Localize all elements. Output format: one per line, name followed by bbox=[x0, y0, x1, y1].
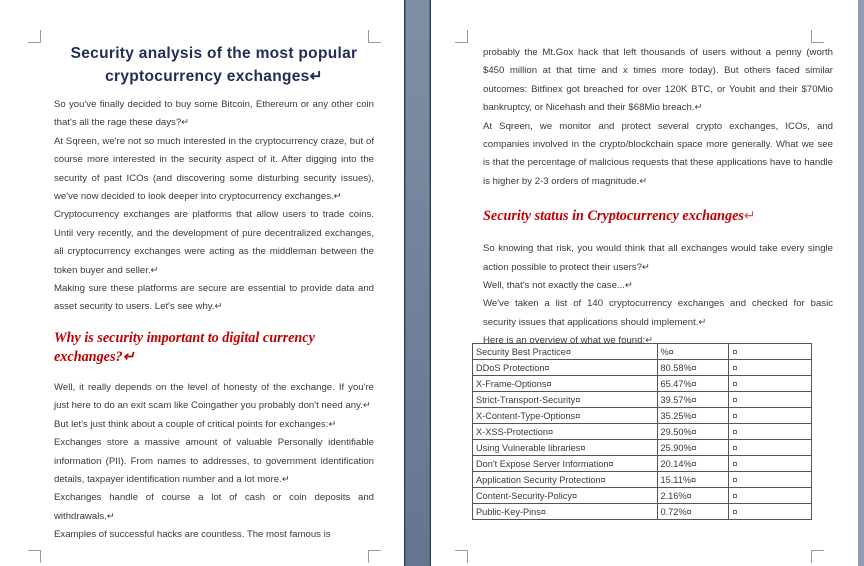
crop-mark-top-left bbox=[455, 30, 468, 43]
practice-cell[interactable]: Using Vulnerable libraries¤ bbox=[473, 440, 658, 456]
monitoring-paragraph: At Sqreen, we monitor and protect several crypto exchanges, ICOs, and companies involved in the crypto/blockchain space more generally. What we see is that the percentage of malicious requests that these applications have to handle is higher by 2-3 orders of magnitude.↵ bbox=[483, 120, 833, 187]
table-row bbox=[473, 504, 812, 520]
heading-text: Security status in Cryptocurrency exchanges bbox=[483, 208, 744, 225]
empty-cell[interactable]: ¤ bbox=[729, 472, 812, 488]
exchanges-definition-paragraph: Cryptocurrency exchanges are platforms that allow users to trade coins. Until very recently, and the development of pure decentralized exchanges, all cryptocurrency exchanges were acting as the middleman between the token buyer and seller.↵ bbox=[54, 209, 374, 276]
crop-mark-bottom-right bbox=[368, 550, 381, 563]
percent-cell[interactable]: 80.58%¤ bbox=[657, 360, 729, 376]
table-row bbox=[473, 408, 812, 424]
not-the-case-paragraph: Well, that's not exactly the case...↵ bbox=[483, 280, 633, 292]
percent-cell[interactable]: 35.25%¤ bbox=[657, 408, 729, 424]
practice-cell[interactable]: X-Content-Type-Options¤ bbox=[473, 408, 658, 424]
practice-cell[interactable]: DDoS Protection¤ bbox=[473, 360, 658, 376]
percent-cell[interactable]: 39.57%¤ bbox=[657, 392, 729, 408]
deposits-paragraph: Exchanges handle of course a lot of cash or coin deposits and withdrawals.↵ bbox=[54, 492, 374, 522]
right-page-content bbox=[483, 44, 833, 351]
crop-mark-bottom-left bbox=[28, 550, 41, 563]
document-title: Security analysis of the most popular cryptocurrency exchanges↵ bbox=[70, 45, 358, 85]
crop-mark-bottom-left bbox=[455, 550, 468, 563]
security-practices-table[interactable] bbox=[472, 343, 812, 520]
table-row bbox=[473, 440, 812, 456]
practice-cell[interactable]: X-Frame-Options¤ bbox=[473, 376, 658, 392]
honesty-paragraph: Well, it really depends on the level of honesty of the exchange. If you're just here to do an exit scam like Coingather you probably don't need any.↵ bbox=[54, 381, 374, 412]
percent-cell[interactable]: 20.14%¤ bbox=[657, 456, 729, 472]
scrollbar-edge[interactable] bbox=[858, 0, 864, 566]
practice-cell[interactable]: Public-Key-Pins¤ bbox=[473, 504, 658, 520]
sqreen-paragraph: At Sqreen, we're not so much interested in the cryptocurrency craze, but of course more interested in the security aspect of it. After digging into the security of past ICOs (and discovering some disturbing security issues), we've now decided to look deeper into cryptocurrency exchanges.↵ bbox=[54, 135, 374, 203]
document-page-left[interactable] bbox=[0, 0, 405, 566]
practice-cell[interactable]: Application Security Protection¤ bbox=[473, 472, 658, 488]
table-row bbox=[473, 360, 812, 376]
practice-cell[interactable]: X-XSS-Protection¤ bbox=[473, 424, 658, 440]
empty-cell[interactable]: ¤ bbox=[729, 392, 812, 408]
percent-cell[interactable]: 0.72%¤ bbox=[657, 504, 729, 520]
page-gutter bbox=[405, 0, 430, 566]
table-row bbox=[473, 488, 812, 504]
why-paragraph: Making sure these platforms are secure are essential to provide data and asset security to users. Let's see why.↵ bbox=[54, 283, 374, 313]
table-row bbox=[473, 424, 812, 440]
practice-cell[interactable]: Content-Security-Policy¤ bbox=[473, 488, 658, 504]
table-row bbox=[473, 392, 812, 408]
percent-cell[interactable]: 65.47%¤ bbox=[657, 376, 729, 392]
crop-mark-top-right bbox=[811, 30, 824, 43]
critical-points-paragraph: But let's just think about a couple of critical points for exchanges:↵ bbox=[54, 418, 337, 430]
mtgox-paragraph: probably the Mt.Gox hack that left thousands of users without a penny (worth $450 million at that time and x times more today). But others faced similar outcomes: Bitfinex got breached for over 120K BTC, or Youbit and their $70Mio bankruptcy, or Nicehash and their $68Mio breach.↵ bbox=[483, 47, 833, 114]
practice-cell[interactable]: Don't Expose Server Information¤ bbox=[473, 456, 658, 472]
empty-cell[interactable]: ¤ bbox=[729, 504, 812, 520]
empty-cell[interactable]: ¤ bbox=[729, 408, 812, 424]
percent-cell[interactable]: 15.11%¤ bbox=[657, 472, 729, 488]
empty-cell[interactable]: ¤ bbox=[729, 424, 812, 440]
practice-cell[interactable]: Strict-Transport-Security¤ bbox=[473, 392, 658, 408]
empty-cell[interactable]: ¤ bbox=[729, 360, 812, 376]
empty-cell[interactable]: ¤ bbox=[729, 440, 812, 456]
risk-paragraph: So knowing that risk, you would think that all exchanges would take every single action possible to protect their users?↵ bbox=[483, 243, 833, 273]
pii-paragraph: Exchanges store a massive amount of valuable Personally identifiable information (PII). From names to addresses, to government identification details, taxpayer identification number and a lot more.↵ bbox=[54, 437, 374, 485]
empty-cell[interactable]: ¤ bbox=[729, 344, 812, 360]
percent-cell[interactable]: 29.50%¤ bbox=[657, 424, 729, 440]
empty-cell[interactable]: ¤ bbox=[729, 488, 812, 504]
percent-cell[interactable]: %¤ bbox=[657, 344, 729, 360]
table-row bbox=[473, 376, 812, 392]
empty-cell[interactable]: ¤ bbox=[729, 376, 812, 392]
section-heading-why-security: Why is security important to digital currency exchanges?↵ bbox=[54, 329, 315, 365]
table-row bbox=[473, 472, 812, 488]
empty-cell[interactable]: ¤ bbox=[729, 456, 812, 472]
table-row bbox=[473, 456, 812, 472]
left-page-content bbox=[54, 42, 374, 545]
table-row bbox=[473, 344, 812, 360]
intro-paragraph: So you've finally decided to buy some Bitcoin, Ethereum or any other coin that's all the rage these days?↵ bbox=[54, 99, 374, 129]
overview-paragraph: Here is an overview of what we found:↵ bbox=[483, 335, 654, 347]
section-heading-security-status bbox=[483, 207, 833, 226]
crop-mark-bottom-right bbox=[811, 550, 824, 563]
percent-cell[interactable]: 25.90%¤ bbox=[657, 440, 729, 456]
hacks-paragraph: Examples of successful hacks are countless. The most famous is bbox=[54, 529, 331, 541]
percent-cell[interactable]: 2.16%¤ bbox=[657, 488, 729, 504]
list-paragraph: We've taken a list of 140 cryptocurrency exchanges and checked for basic security issues that applications should implement.↵ bbox=[483, 298, 833, 328]
pilcrow-mark: ↵ bbox=[743, 208, 756, 225]
crop-mark-top-left bbox=[28, 30, 41, 43]
practice-cell[interactable]: Security Best Practice¤ bbox=[473, 344, 658, 360]
